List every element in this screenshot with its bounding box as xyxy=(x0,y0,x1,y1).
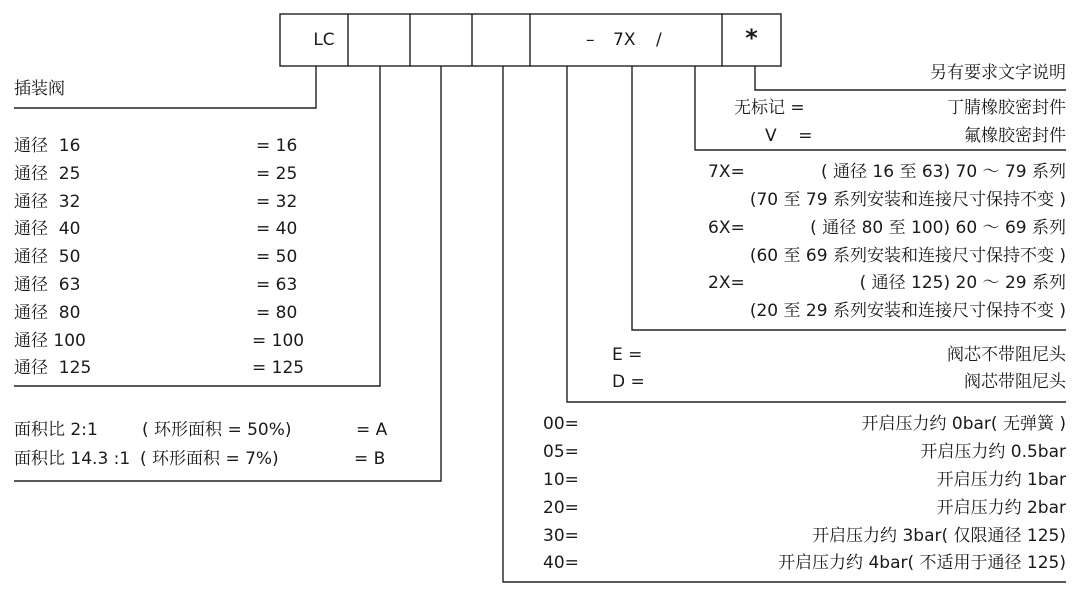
size-code: = 25 xyxy=(256,164,298,184)
pressure-desc: 开启压力约 4bar( 不适用于通径 125) xyxy=(778,553,1066,573)
box-dash: – xyxy=(586,30,595,50)
size-name: 通径 50 xyxy=(14,247,81,267)
pressure-key: 05= xyxy=(543,442,579,462)
size-name: 通径 80 xyxy=(14,303,81,323)
series-desc: (60 至 69 系列安装和连接尺寸保持不变 ) xyxy=(749,246,1066,266)
pressure-key: 10= xyxy=(543,470,579,490)
leader-area xyxy=(14,66,441,481)
size-name: 通径 125 xyxy=(14,358,92,378)
size-code: = 16 xyxy=(256,136,298,156)
box-slash: / xyxy=(656,30,662,50)
pressure-key: 30= xyxy=(543,526,579,546)
area-name: 面积比 14.3 :1 xyxy=(14,449,131,469)
seal-desc: 氟橡胶密封件 xyxy=(964,126,1066,146)
series-desc: (70 至 79 系列安装和连接尺寸保持不变 ) xyxy=(749,190,1066,210)
pressure-key: 20= xyxy=(543,498,579,518)
size-name: 通径 16 xyxy=(14,136,81,156)
size-name: 通径 40 xyxy=(14,219,81,239)
pressure-key: 40= xyxy=(543,553,579,573)
series-desc: ( 通径 80 至 100) 60 ～ 69 系列 xyxy=(810,218,1066,238)
size-name: 通径 25 xyxy=(14,164,81,184)
extra-label: 另有要求文字说明 xyxy=(930,63,1066,83)
size-code: = 32 xyxy=(256,192,298,212)
series-desc: ( 通径 125) 20 ～ 29 系列 xyxy=(859,273,1066,293)
box-series-mark: 7X xyxy=(613,30,636,50)
seal-key: 无标记 = xyxy=(734,98,805,118)
damper-key: E = xyxy=(612,345,643,365)
area-name: 面积比 2:1 xyxy=(14,420,98,440)
seal-desc: 丁腈橡胶密封件 xyxy=(947,98,1066,118)
series-key: 7X= xyxy=(708,162,745,182)
size-code: = 50 xyxy=(256,247,298,267)
series-key: 2X= xyxy=(708,273,745,293)
pressure-key: 00= xyxy=(543,414,579,434)
size-code: = 80 xyxy=(256,303,298,323)
area-code: = B xyxy=(354,449,386,469)
series-desc: ( 通径 16 至 63) 70 ～ 79 系列 xyxy=(820,162,1066,182)
pressure-desc: 开启压力约 1bar xyxy=(936,470,1066,490)
damper-desc: 阀芯不带阻尼头 xyxy=(947,345,1066,365)
size-name: 通径 32 xyxy=(14,192,81,212)
area-detail: ( 环形面积 = 50%) xyxy=(142,420,292,440)
pressure-desc: 开启压力约 2bar xyxy=(936,498,1066,518)
area-detail: ( 环形面积 = 7%) xyxy=(140,449,279,469)
box-series: LC xyxy=(313,30,335,50)
seal-key: V = xyxy=(765,126,813,146)
type-label: 插装阀 xyxy=(14,79,65,99)
box-extra: * xyxy=(745,24,758,52)
pressure-desc: 开启压力约 0.5bar xyxy=(920,442,1066,462)
size-name: 通径 63 xyxy=(14,275,81,295)
size-code: = 125 xyxy=(252,358,305,378)
size-code: = 100 xyxy=(252,331,305,351)
damper-desc: 阀芯带阻尼头 xyxy=(964,372,1066,392)
pressure-desc: 开启压力约 0bar( 无弹簧 ) xyxy=(861,414,1066,434)
pressure-desc: 开启压力约 3bar( 仅限通径 125) xyxy=(812,526,1066,546)
size-code: = 63 xyxy=(256,275,298,295)
size-name: 通径 100 xyxy=(14,331,86,351)
size-code: = 40 xyxy=(256,219,298,239)
damper-key: D = xyxy=(612,372,645,392)
area-code: = A xyxy=(356,420,388,440)
series-desc: (20 至 29 系列安装和连接尺寸保持不变 ) xyxy=(749,301,1066,321)
series-key: 6X= xyxy=(708,218,745,238)
